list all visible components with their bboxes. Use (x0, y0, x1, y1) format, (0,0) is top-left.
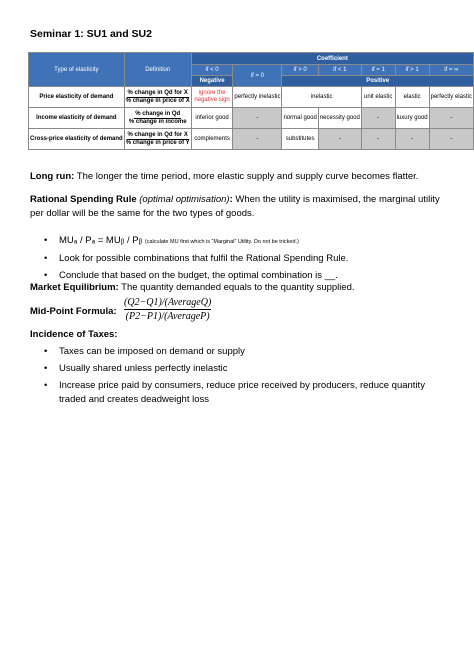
table-row (29, 87, 474, 108)
rsr-colon: : (229, 194, 233, 205)
rsr-bullet-list (30, 234, 450, 286)
cell-line: ignore the (198, 90, 226, 96)
taxes-bullet-list (30, 345, 450, 410)
row-label: Cross-price elasticity of demand (29, 129, 125, 150)
coef-inf: if = ∞ (429, 65, 473, 76)
list-item (30, 234, 450, 249)
coef-eq1: if = 1 (361, 65, 395, 76)
definition-fraction (124, 108, 191, 129)
table-cell: unit elastic (361, 87, 395, 108)
list-item-text: Conclude that based on the budget, the optimal combination is __. (59, 270, 338, 281)
table-cell: perfectly inelastic (233, 87, 282, 108)
coef-lt1: if < 1 (318, 65, 361, 76)
definition-fraction (124, 87, 191, 108)
coef-gt1: if > 1 (395, 65, 429, 76)
table-cell: - (318, 129, 361, 150)
rsr-text: When the utility is maximised, the marginal utility per dollar will be the same for the two types of goods. (30, 194, 440, 219)
table-cell: substitutes (282, 129, 318, 150)
list-item (30, 252, 450, 266)
bullet-icon: • (44, 235, 48, 246)
market-eq-label: Market Equilibrium: (30, 282, 119, 293)
list-item (30, 345, 450, 359)
long-run-label: Long run: (30, 171, 75, 182)
row-label: Income elasticity of demand (29, 108, 125, 129)
table-cell: inferior good (191, 108, 233, 129)
fraction-numerator: % change in Qd for X (127, 89, 188, 96)
rational-spending-paragraph (30, 193, 450, 221)
rsr-formula-note: (calculate MU first which is “Marginal” Utility. Do not be tricked.) (144, 239, 299, 245)
page-title: Seminar 1: SU1 and SU2 (30, 28, 152, 40)
fraction-denominator: % change in price of Y (125, 139, 190, 146)
table-row (29, 108, 474, 129)
long-run-text: The longer the time period, more elastic supply and supply curve becomes flatter. (74, 171, 419, 182)
midpoint-formula (124, 297, 211, 322)
elasticity-table (28, 52, 474, 150)
negative-header: Negative (191, 76, 233, 87)
table-cell: necessity good (318, 108, 361, 129)
definition-header: Definition (124, 53, 191, 87)
table-cell: - (429, 129, 473, 150)
bullet-icon: • (44, 363, 48, 374)
list-item-text: Taxes can be imposed on demand or supply (59, 346, 245, 357)
bullet-icon: • (44, 380, 48, 391)
table-cell: - (361, 129, 395, 150)
list-item-text: Look for possible combinations that fulfil the Rational Spending Rule. (59, 253, 349, 264)
fraction-bar (124, 309, 211, 310)
list-item-text: Increase price paid by consumers, reduce price received by producers, reduce quantity traded and creates deadweight loss (59, 380, 425, 405)
midpoint-label: Mid-Point Formula: (30, 306, 117, 317)
table-cell: - (233, 108, 282, 129)
bullet-icon: • (44, 346, 48, 357)
list-item (30, 379, 450, 407)
rsr-label: Rational Spending Rule (30, 194, 137, 205)
table-cell: complements (191, 129, 233, 150)
rsr-subtitle: (optimal optimisation) (139, 194, 230, 205)
fraction-numerator: % change in Qd for X (127, 131, 188, 138)
bullet-icon: • (44, 253, 48, 264)
table-cell: - (429, 108, 473, 129)
table-cell (191, 87, 233, 108)
table-cell: - (233, 129, 282, 150)
long-run-paragraph (30, 170, 450, 184)
market-equilibrium-paragraph (30, 281, 450, 295)
market-eq-text: The quantity demanded equals to the quantity supplied. (118, 282, 355, 293)
table-cell: normal good (282, 108, 318, 129)
table-row (29, 129, 474, 150)
formula-denominator: (P2−P1)/(AverageP) (125, 311, 210, 322)
definition-fraction (124, 129, 191, 150)
rsr-formula: MUₐ / Pₐ = MUᵦ / Pᵦ (59, 235, 143, 246)
formula-numerator: (Q2−Q1)/(AverageQ) (124, 297, 212, 308)
positive-header: Positive (282, 76, 474, 87)
fraction-denominator: % change in price of X (125, 97, 190, 104)
table-cell: - (395, 129, 429, 150)
coefficient-header: Coefficient (191, 53, 473, 65)
coef-eq0: if = 0 (233, 65, 282, 87)
type-of-elasticity-header: Type of elasticity (29, 53, 125, 87)
coef-gt0: if > 0 (282, 65, 318, 76)
fraction-numerator: % change in Qd (135, 110, 181, 117)
table-cell: inelastic (282, 87, 361, 108)
table-cell: elastic (395, 87, 429, 108)
coef-lt0: if < 0 (191, 65, 233, 76)
cell-line: negative sign (194, 97, 230, 103)
table-cell: perfectly elastic (429, 87, 473, 108)
bullet-icon: • (44, 270, 48, 281)
row-label: Price elasticity of demand (29, 87, 125, 108)
taxes-heading: Incidence of Taxes: (30, 329, 118, 340)
fraction-denominator: % change in income (128, 118, 187, 125)
list-item (30, 362, 450, 376)
table-cell: luxury good (395, 108, 429, 129)
table-cell: - (361, 108, 395, 129)
list-item-text: Usually shared unless perfectly inelastic (59, 363, 228, 374)
